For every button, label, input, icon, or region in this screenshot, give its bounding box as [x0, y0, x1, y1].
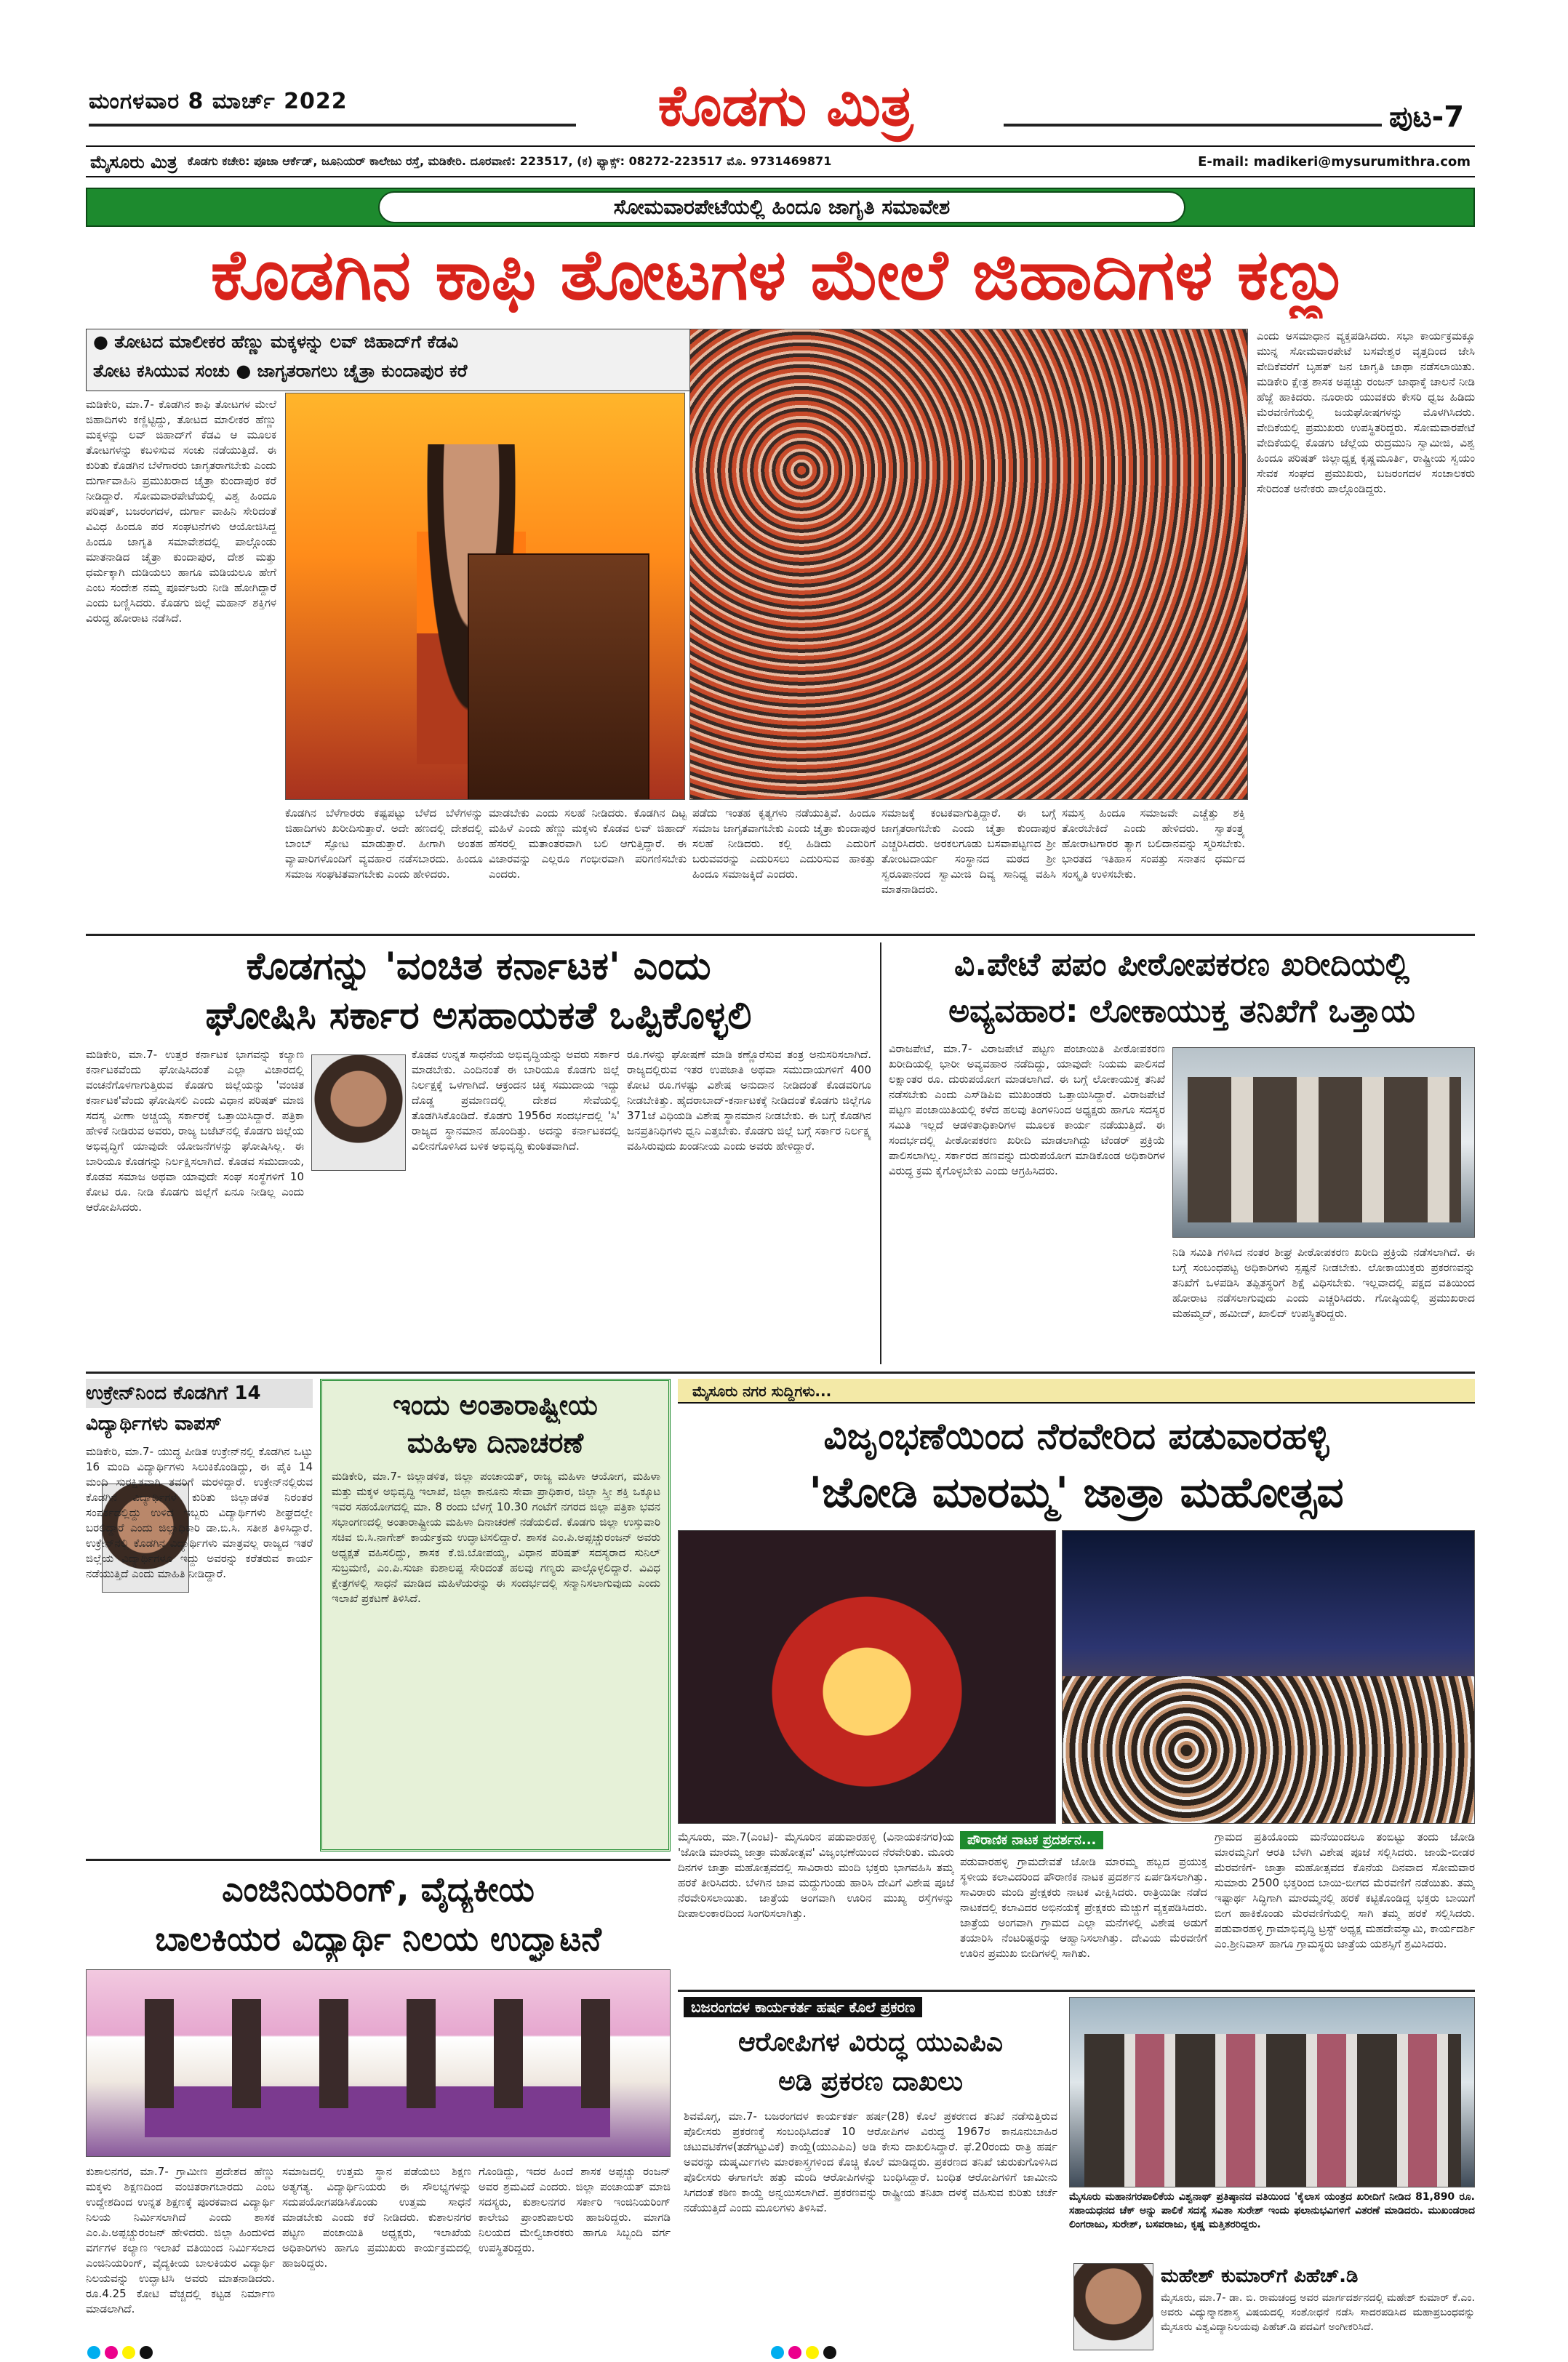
print-mark-yellow: [122, 2346, 135, 2359]
hostel-people: [116, 1999, 639, 2108]
hostel-body-3: ಗೊಂಡಿದ್ದು, ಇದರ ಹಿಂದೆ ಶಾಸಕ ಅಪ್ಪಚ್ಚು ರಂಜನ್ ಅವರ ಶ್ರಮವಿದೆ ಎಂದರು. ಜಿಲ್ಲಾ ಪಂಚಾಯತ್ ಮಾಜಿ ಸದಸ್ಯರು, ಕುಶಾಲನಗರ ಸರ್ಕಾರಿ ಇಂಜಿನಿಯರಿಂಗ್ ಕಾಲೇಜು ಪ್ರಾಂಶುಪಾಲರು ಹಾಜರಿದ್ದರು. ಮಾಗಡಿ ನಿಲಯದ ಮೇಲ್ವಿಚಾರಕರು ಹಾಗೂ ಸಿಬ್ಬಂದಿ ವರ್ಗ ಉಪಸ್ಥಿತರಿದ್ದರು.: [479, 2165, 671, 2254]
print-mark-cyan-2: [771, 2346, 784, 2359]
hostel-body-2: ಸಮಾಜದಲ್ಲಿ ಉತ್ತಮ ಸ್ಥಾನ ಪಡೆಯಲು ಶಿಕ್ಷಣ ಅತ್ಯಗತ್ಯ. ವಿದ್ಯಾರ್ಥಿನಿಯರು ಈ ಸೌಲಭ್ಯಗಳನ್ನು ಸದುಪಯೋಗಪಡಿಸಿಕೊಂಡು ಉತ್ತಮ ಸಾಧನೆ ಮಾಡಬೇಕು ಎಂದು ಕರೆ ನೀಡಿದರು. ಕುಶಾಲನಗರ ಪಟ್ಟಣ ಪಂಚಾಯಿತಿ ಅಧ್ಯಕ್ಷರು, ಇಲಾಖೆಯ ಅಧಿಕಾರಿಗಳು ಹಾಗೂ ಪ್ರಮುಖರು ಕಾರ್ಯಕ್ರಮದಲ್ಲಿ ಹಾಜರಿದ್ದರು.: [282, 2165, 471, 2270]
lead-body-col3: ಮಾಡಬೇಕು ಎಂದು ಸಲಹೆ ನೀಡಿದರು. ಕೊಡಗಿನ ದಿಟ್ಟ ಮಹಿಳೆ ಎಂದು ಹೆಣ್ಣು ಮಕ್ಕಳು ಕೊಡವ ಲವ್ ಜಿಹಾದ್ ಹೆಸರಲ್ಲಿ ಮತಾಂತರವಾಗಿ ಬಲಿ ಆಗುತ್ತಿದ್ದಾರೆ. ಈ ವಿಚಾರವನ್ನು ಎಲ್ಲರೂ ಗಂಭೀರವಾಗಿ ಪರಿಗಣಿಸಬೇಕು ಎಂದರು.: [489, 806, 687, 881]
jatre-headline-2: 'ಜೋಡಿ ಮಾರಮ್ಮ' ಜಾತ್ರಾ ಮಹೋತ್ಸವ: [809, 1468, 1344, 1517]
ukraine-headline-1: ಉಕ್ರೇನ್‌ನಿಂದ ಕೊಡಗಿಗೆ 14: [86, 1379, 313, 1408]
lead-sub-2: ತೋಟ ಕಸಿಯುವ ಸಂಚು ● ಜಾಗೃತರಾಗಲು ಚೈತ್ರಾ ಕುಂದಾಪುರ ಕರೆ: [93, 361, 468, 381]
strip-email[interactable]: E-mail: madikeri@mysurumithra.com: [1198, 153, 1471, 169]
divider-lead: [86, 934, 1475, 936]
story2-body-1: ಮಡಿಕೇರಿ, ಮಾ.7- ಉತ್ತರ ಕರ್ನಾಟಕ ಭಾಗವನ್ನು ಕಲ್ಯಾಣ ಕರ್ನಾಟಕವೆಂದು ಘೋಷಿಸಿದಂತೆ ಎಲ್ಲಾ ವಿಚಾರದಲ್ಲಿ ವಂಚನೆಗೊಳಗಾಗುತ್ತಿರುವ ಕೊಡಗು ಜಿಲ್ಲೆಯನ್ನು 'ವಂಚಿತ ಕರ್ನಾಟಕ'ವೆಂದು ಘೋಷಿಸಲಿ ಎಂದು ವಿಧಾನ ಪರಿಷತ್ ಮಾಜಿ ಸದಸ್ಯ ವೀಣಾ ಅಚ್ಚಯ್ಯ ಸರ್ಕಾರಕ್ಕೆ ಒತ್ತಾಯಿಸಿದ್ದಾರೆ. ಪತ್ರಿಕಾ ಹೇಳಿಕೆ ನೀಡಿರುವ ಅವರು, ರಾಜ್ಯ ಬಜೆಟ್‌ನಲ್ಲಿ ಕೊಡಗು ಜಿಲ್ಲೆಯ ಅಭಿವೃದ್ಧಿಗೆ ಯಾವುದೇ ಯೋಜನೆಗಳನ್ನು ಘೋಷಿಸಿಲ್ಲ. ಈ ಬಾರಿಯೂ ಕೊಡಗನ್ನು ನಿರ್ಲಕ್ಷಿಸಲಾಗಿದೆ. ಕೊಡವ ಸಮುದಾಯ, ಕೊಡವ ಸಮಾಜ ಅಥವಾ ಯಾವುದೇ ಸಂಘ ಸಂಸ್ಥೆಗಳಿಗೆ 10 ಕೋಟಿ ರೂ. ನೀಡಿ ಕೊಡಗು ಜಿಲ್ಲೆಗೆ ಏನೂ ನೀಡಿಲ್ಲ ಎಂದು ಆರೋಪಿಸಿದರು.: [86, 1048, 304, 1214]
lead-sub-1: ● ತೋಟದ ಮಾಲೀಕರ ಹೆಣ್ಣು ಮಕ್ಕಳನ್ನು ಲವ್ ಜಿಹಾದ್‌ಗೆ ಕೆಡವಿ: [93, 332, 458, 352]
masthead-date: ಮಂಗಳವಾರ 8 ಮಾರ್ಚ್ 2022: [89, 89, 348, 114]
ukraine-body: ಮಡಿಕೇರಿ, ಮಾ.7- ಯುದ್ಧ ಪೀಡಿತ ಉಕ್ರೇನ್‌ನಲ್ಲಿ ಕೊಡಗಿನ ಒಟ್ಟು 16 ಮಂದಿ ವಿದ್ಯಾರ್ಥಿಗಳು ಸಿಲುಕಿಕೊಂಡಿದ್ದು, ಈ ಪೈಕಿ 14 ಮಂದಿ ಸುರಕ್ಷಿತವಾಗಿ ತವರಿಗೆ ಮರಳಿದ್ದಾರೆ. ಉಕ್ರೇನ್‌ನಲ್ಲಿರುವ ಕೊಡಗಿನ ವಿದ್ಯಾರ್ಥಿಗಳ ಕುರಿತು ಜಿಲ್ಲಾಡಳಿತ ನಿರಂತರ ಸಂಪರ್ಕದಲ್ಲಿದ್ದು ಉಳಿದ ಇಬ್ಬರು ವಿದ್ಯಾರ್ಥಿಗಳು ಶೀಘ್ರದಲ್ಲೇ ಬರಲಿದ್ದಾರೆ ಎಂದು ಜಿಲ್ಲಾಧಿಕಾರಿ ಡಾ.ಬಿ.ಸಿ. ಸತೀಶ ತಿಳಿಸಿದ್ದಾರೆ. ಉಕ್ರೇನ್‌ನಲ್ಲಿ ಕೊಡಗಿನ ವಿದ್ಯಾರ್ಥಿಗಳು ಮಾತ್ರವಲ್ಲ ರಾಜ್ಯದ ಇತರೆ ಜಿಲ್ಲೆಯ ವಿದ್ಯಾರ್ಥಿಗಳೂ ಇದ್ದು ಅವರನ್ನು ಕರೆತರುವ ಕಾರ್ಯ ನಡೆಯುತ್ತಿದೆ ಎಂದು ಮಾಹಿತಿ ನೀಡಿದ್ದಾರೆ.: [86, 1445, 313, 1580]
strip-address: ಕೊಡಗು ಕಚೇರಿ: ಪೂಜಾ ಆರ್ಕೆಡ್, ಜೂನಿಯರ್ ಕಾಲೇಜು ರಸ್ತೆ, ಮಡಿಕೇರಿ. ದೂರವಾಣಿ: 223517, (ಕ) ಫ್ಯಾಕ್ಸ್: 08272-223517 ಮೊ. 9731469871: [187, 154, 832, 168]
photo-veena: [311, 1054, 406, 1171]
masthead-title: ಕೊಡಗು ಮಿತ್ರ: [657, 73, 913, 139]
divider-mid: [86, 1372, 1475, 1374]
photo-mahesh-kumar: [1073, 2263, 1153, 2350]
photo-press-meet: [1172, 1047, 1475, 1238]
lead-body-col1: ಮಡಿಕೇರಿ, ಮಾ.7- ಕೊಡಗಿನ ಕಾಫಿ ತೋಟಗಳ ಮೇಲೆ ಜಿಹಾದಿಗಳು ಕಣ್ಣಿಟ್ಟಿದ್ದು, ತೋಟದ ಮಾಲೀಕರ ಹೆಣ್ಣು ಮಕ್ಕಳನ್ನು ಲವ್ ಜಿಹಾದ್‌ಗೆ ಕೆಡವಿ ಆ ಮೂಲಕ ತೋಟಗಳನ್ನು ಕಬಳಿಸುವ ಸಂಚು ನಡೆಯುತ್ತಿದೆ. ಈ ಕುರಿತು ಕೊಡಗಿನ ಬೆಳೆಗಾರರು ಜಾಗೃತರಾಗಬೇಕು ಎಂದು ದುರ್ಗಾವಾಹಿನಿ ಪ್ರಮುಖರಾದ ಚೈತ್ರಾ ಕುಂದಾಪುರ ಕರೆ ನೀಡಿದ್ದಾರೆ. ಸೋಮವಾರಪೇಟೆಯಲ್ಲಿ ವಿಶ್ವ ಹಿಂದೂ ಪರಿಷತ್, ಬಜರಂಗದಳ, ದುರ್ಗಾ ವಾಹಿನಿ ಸೇರಿದಂತೆ ವಿವಿಧ ಹಿಂದೂ ಪರ ಸಂಘಟನೆಗಳು ಆಯೋಜಿಸಿದ್ದ ಹಿಂದೂ ಜಾಗೃತಿ ಸಮಾವೇಶದಲ್ಲಿ ಪಾಲ್ಗೊಂಡು ಮಾತನಾಡಿದ ಚೈತ್ರಾ ಕುಂದಾಪುರ, ದೇಶ ಮತ್ತು ಧರ್ಮಕ್ಕಾಗಿ ದುಡಿಯಲು ಹಾಗೂ ಮಡಿಯಲೂ ಹೇಗೆ ಎಂಬ ಸಂದೇಶ ನಮ್ಮ ಪೂರ್ವಜರು ನೀಡಿ ಹೋಗಿದ್ದಾರೆ ಎಂದು ಬಣ್ಣಿಸಿದರು. ಕೊಡಗು ಜಿಲ್ಲೆ ಮಹಾನ್ ಶಕ್ತಿಗಳ ವಿರುದ್ಧ ಹೋರಾಟ ನಡೆಸಿದೆ.: [86, 398, 276, 625]
lead-body-right: ಎಂದು ಅಸಮಾಧಾನ ವ್ಯಕ್ತಪಡಿಸಿದರು. ಸಭಾ ಕಾರ್ಯಕ್ರಮಕ್ಕೂ ಮುನ್ನ ಸೋಮವಾರಪೇಟೆ ಬಸವೇಶ್ವರ ವೃತ್ತದಿಂದ ಜೇಸಿ ವೇದಿಕೆವರೆಗೆ ಬೃಹತ್ ಜನ ಜಾಗೃತಿ ಜಾಥಾ ನಡೆಸಲಾಯಿತು. ಮಡಿಕೇರಿ ಕ್ಷೇತ್ರ ಶಾಸಕ ಅಪ್ಪಚ್ಚು ರಂಜನ್ ಜಾಥಾಕ್ಕೆ ಚಾಲನೆ ನೀಡಿ ಹೆಜ್ಜೆ ಹಾಕಿದರು. ನೂರಾರು ಯುವಕರು ಕೇಸರಿ ಧ್ವಜ ಹಿಡಿದು ಮೆರವಣಿಗೆಯಲ್ಲಿ ಜಯಘೋಷಗಳನ್ನು ಮೊಳಗಿಸಿದರು. ವೇದಿಕೆಯಲ್ಲಿ ಪ್ರಮುಖರು ಉಪಸ್ಥಿತರಿದ್ದರು. ಸೋಮವಾರಪೇಟೆ ವೇದಿಕೆಯಲ್ಲಿ ಕೊಡಗು ಜೆಲ್ಲೆಯ ರುದ್ರಮುನಿ ಸ್ವಾಮೀಜಿ, ವಿಶ್ವ ಹಿಂದೂ ಪರಿಷತ್ ಜಿಲ್ಲಾಧ್ಯಕ್ಷ ಕೃಷ್ಣಮೂರ್ತಿ, ರಾಷ್ಟ್ರೀಯ ಸ್ವಯಂ ಸೇವಕ ಸಂಘದ ಪ್ರಮುಖರು, ಬಜರಂಗದಳ ಸಂಚಾಲಕರು ಸೇರಿದಂತೆ ಅನೇಕರು ಪಾಲ್ಗೊಂಡಿದ್ದರು.: [1257, 329, 1475, 495]
story3-headline-2: ಅವ್ಯವಹಾರ: ಲೋಕಾಯುಕ್ತ ತನಿಖೆಗೆ ಒತ್ತಾಯ: [948, 993, 1415, 1030]
bajrang-headline-2: ಅಡಿ ಪ್ರಕರಣ ದಾಖಲು: [778, 2067, 963, 2097]
story2-headline-2: ಘೋಷಿಸಿ ಸರ್ಕಾರ ಅಸಹಾಯಕತೆ ಒಪ್ಪಿಕೊಳ್ಳಲಿ: [205, 994, 752, 1038]
strip-brand: ಮೈಸೂರು ಮಿತ್ರ: [90, 151, 177, 172]
story2-body-2: ಕೊಡವ ಉನ್ನತ ಸಾಧನೆಯ ಅಭಿವೃದ್ಧಿಯನ್ನು ಅವರು ಸರ್ಕಾರ ಮಾಡಬೇಕು. ಎಂದಿನಂತೆ ಈ ಬಾರಿಯೂ ಕೊಡಗು ಜಿಲ್ಲೆ ನಿರ್ಲಕ್ಷಕ್ಕೆ ಒಳಗಾಗಿದೆ. ಆಕ್ರಂದನ ಚಿಕ್ಕ ಸಮುದಾಯ ಇದ್ದು ದೊಡ್ಡ ಪ್ರಮಾಣದಲ್ಲಿ ದೇಶದ ಸೇವೆಯಲ್ಲಿ ತೊಡಗಿಸಿಕೊಂಡಿದೆ. ಕೊಡಗು 1956ರ ಸಂದರ್ಭದಲ್ಲಿ 'ಸಿ' ರಾಜ್ಯದ ಸ್ಥಾನಮಾನ ಹೊಂದಿತ್ತು. ಅದನ್ನು ಕರ್ನಾಟಕದಲ್ಲಿ ವಿಲೀನಗೊಳಿಸಿದ ಬಳಿಕ ಅಭಿವೃದ್ಧಿ ಕುಂಠಿತವಾಗಿದೆ.: [412, 1048, 620, 1153]
jatre-body-2: ಪಡುವಾರಹಳ್ಳಿ ಗ್ರಾಮದೇವತೆ ಜೋಡಿ ಮಾರಮ್ಮ ಹಬ್ಬದ ಪ್ರಯುಕ್ತ ಸ್ಥಳೀಯ ಕಲಾವಿದರಿಂದ ಪೌರಾಣಿಕ ನಾಟಕ ಪ್ರದರ್ಶನ ಏರ್ಪಡಿಸಲಾಗಿತ್ತು. ಸಾವಿರಾರು ಮಂದಿ ಪ್ರೇಕ್ಷಕರು ನಾಟಕ ವೀಕ್ಷಿಸಿದರು. ರಾತ್ರಿಯಿಡೀ ನಡೆದ ನಾಟಕದಲ್ಲಿ ಕಲಾವಿದರ ಅಭಿನಯಕ್ಕೆ ಪ್ರೇಕ್ಷಕರು ಮೆಚ್ಚುಗೆ ವ್ಯಕ್ತಪಡಿಸಿದರು. ಜಾತ್ರೆಯ ಅಂಗವಾಗಿ ಗ್ರಾಮದ ಎಲ್ಲಾ ಮನೆಗಳಲ್ಲಿ ವಿಶೇಷ ಅಡುಗೆ ತಯಾರಿಸಿ ನೆಂಟರಿಷ್ಟರನ್ನು ಆಹ್ವಾನಿಸಲಾಗಿತ್ತು. ದೇವಿಯ ಮೆರವಣಿಗೆ ಊರಿನ ಪ್ರಮುಖ ಬೀದಿಗಳಲ್ಲಿ ಸಾಗಿತು.: [960, 1855, 1207, 1960]
story3-body-1: ವಿರಾಜಪೇಟೆ, ಮಾ.7- ವಿರಾಜಪೇಟೆ ಪಟ್ಟಣ ಪಂಚಾಯಿತಿ ಪೀಠೋಪಕರಣ ಖರೀದಿಯಲ್ಲಿ ಭಾರೀ ಅವ್ಯವಹಾರ ನಡೆದಿದ್ದು, ಯಾವುದೇ ನಿಯಮ ಪಾಲಿಸದೆ ಲಕ್ಷಾಂತರ ರೂ. ದುರುಪಯೋಗ ಮಾಡಲಾಗಿದೆ. ಈ ಬಗ್ಗೆ ಲೋಕಾಯುಕ್ತ ತನಿಖೆ ನಡೆಸಬೇಕು ಎಂದು ಎಸ್‌ಡಿಪಿಐ ಮುಖಂಡರು ಒತ್ತಾಯಿಸಿದ್ದಾರೆ. ವಿರಾಜಪೇಟೆ ಪಟ್ಟಣ ಪಂಚಾಯಿತಿಯಲ್ಲಿ ಕಳೆದ ಹಲವು ತಿಂಗಳಿನಿಂದ ಅಧ್ಯಕ್ಷರು ಹಾಗೂ ಸದಸ್ಯರ ಸಮಿತಿ ಇಲ್ಲದೆ ಆಡಳಿತಾಧಿಕಾರಿಗಳ ಮೂಲಕ ಕಾರ್ಯ ನಡೆಯುತ್ತಿದೆ. ಈ ಸಂದರ್ಭದಲ್ಲಿ ಪೀಠೋಪಕರಣ ಖರೀದಿ ಮಾಡಲಾಗಿದ್ದು ಟೆಂಡರ್ ಪ್ರಕ್ರಿಯೆ ಪಾಲಿಸಲಾಗಿಲ್ಲ. ಸರ್ಕಾರದ ಹಣವನ್ನು ದುರುಪಯೋಗ ಮಾಡಿಕೊಂಡ ಅಧಿಕಾರಿಗಳ ವಿರುದ್ಧ ಕ್ರಮ ಕೈಗೊಳ್ಳಬೇಕು ಎಂದು ಆಗ್ರಹಿಸಿದರು.: [889, 1042, 1165, 1177]
hostel-headline-1: ಎಂಜಿನಿಯರಿಂಗ್, ವೈದ್ಯಕೀಯ: [222, 1870, 535, 1909]
hostel-body-1: ಕುಶಾಲನಗರ, ಮಾ.7- ಗ್ರಾಮೀಣ ಪ್ರದೇಶದ ಹೆಣ್ಣು ಮಕ್ಕಳು ಶಿಕ್ಷಣದಿಂದ ವಂಚಿತರಾಗಬಾರದು ಎಂಬ ಉದ್ದೇಶದಿಂದ ಉನ್ನತ ಶಿಕ್ಷಣಕ್ಕೆ ಪೂರಕವಾದ ವಿದ್ಯಾರ್ಥಿ ನಿಲಯ ನಿರ್ಮಿಸಲಾಗಿದೆ ಎಂದು ಶಾಸಕ ಎಂ.ಪಿ.ಅಪ್ಪಚ್ಚುರಂಜನ್ ಹೇಳಿದರು. ಜಿಲ್ಲಾ ಹಿಂದುಳಿದ ವರ್ಗಗಳ ಕಲ್ಯಾಣ ಇಲಾಖೆ ವತಿಯಿಂದ ನಿರ್ಮಿಸಲಾದ ಎಂಜಿನಿಯರಿಂಗ್, ವೈದ್ಯಕೀಯ ಬಾಲಕಿಯರ ವಿದ್ಯಾರ್ಥಿ ನಿಲಯವನ್ನು ಉದ್ಘಾಟಿಸಿ ಅವರು ಮಾತನಾಡಿದರು. ರೂ.4.25 ಕೋಟಿ ವೆಚ್ಚದಲ್ಲಿ ಕಟ್ಟಡ ನಿರ್ಮಾಣ ಮಾಡಲಾಗಿದೆ.: [86, 2165, 275, 2315]
photo-jatre-procession: [1062, 1530, 1475, 1824]
story2-headline-1: ಕೊಡಗನ್ನು 'ವಂಚಿತ ಕರ್ನಾಟಕ' ಎಂದು: [246, 945, 711, 988]
photo-speaker: [285, 393, 685, 800]
procession-crowd: [1063, 1676, 1475, 1824]
lead-kicker: [378, 191, 1185, 223]
lead-body-col2: ಕೊಡಗಿನ ಬೆಳೆಗಾರರು ಕಷ್ಟಪಟ್ಟು ಬೆಳೆದ ಬೆಳೆಗಳನ್ನು ಜಿಹಾದಿಗಳು ಖರೀದಿಸುತ್ತಾರೆ. ಅದೇ ಹಣದಲ್ಲಿ ದೇಶದಲ್ಲಿ ಬಾಂಬ್ ಸ್ಫೋಟ ಮಾಡುತ್ತಾರೆ. ಹೀಗಾಗಿ ಅಂತಹ ವ್ಯಾಪಾರಿಗಳೊಂದಿಗೆ ವ್ಯವಹಾರ ನಡೆಸಬಾರದು. ಹಿಂದೂ ಸಮಾಜ ಸಂಘಟಿತವಾಗಬೇಕು ಎಂದು ಹೇಳಿದರು.: [285, 806, 483, 881]
podium: [468, 553, 649, 800]
photo-crowd: [689, 329, 1248, 800]
phd-headline: ಮಹೇಶ್ ಕುಮಾರ್‌ಗೆ ಪಿಹೆಚ್.ಡಿ: [1161, 2265, 1359, 2287]
divider-right-mid: [678, 1990, 1475, 1992]
jatre-body-1: ಮೈಸೂರು, ಮಾ.7(ಎಂಟಿ)- ಮೈಸೂರಿನ ಪಡುವಾರಹಳ್ಳಿ (ವಿನಾಯಕನಗರ)ಯ 'ಜೋಡಿ ಮಾರಮ್ಮ ಜಾತ್ರಾ ಮಹೋತ್ಸವ' ವಿಜೃಂಭಣೆಯಿಂದ ನೆರವೇರಿತು. ಮೂರು ದಿನಗಳ ಜಾತ್ರಾ ಮಹೋತ್ಸವದಲ್ಲಿ ಸಾವಿರಾರು ಮಂದಿ ಭಕ್ತರು ಭಾಗವಹಿಸಿ ತಮ್ಮ ಹರಕೆ ತೀರಿಸಿದರು. ಬೆಳಗಿನ ಜಾವ ಮದ್ದುಗುಂಡು ಹಾರಿಸಿ ದೇವಿಗೆ ವಿಶೇಷ ಪೂಜೆ ನೆರವೇರಿಸಲಾಯಿತು. ಜಾತ್ರೆಯ ಅಂಗವಾಗಿ ಊರಿನ ಮುಖ್ಯ ರಸ್ತೆಗಳನ್ನು ದೀಪಾಲಂಕಾರದಿಂದ ಸಿಂಗರಿಸಲಾಗಿತ್ತು.: [678, 1830, 954, 1920]
ukraine-headline-2: ವಿದ್ಯಾರ್ಥಿಗಳು ವಾಪಸ್: [86, 1413, 222, 1435]
mysuru-strip-text: ಮೈಸೂರು ನಗರ ಸುದ್ದಿಗಳು...: [692, 1382, 832, 1400]
print-mark-cyan: [87, 2346, 100, 2359]
divider-story2-story3: [880, 942, 881, 1364]
donation-caption: ಮೈಸೂರು ಮಹಾನಗರಪಾಲಿಕೆಯ ವಿಶ್ವನಾಥ್ ಪ್ರತಿಷ್ಠಾನದ ವತಿಯಿಂದ 'ಕೈಲಾಸ ಯಂತ್ರದ ಖರೀದಿಗೆ ನೀಡಿದ 81,890 ರೂ. ಸಹಾಯಧನದ ಚೆಕ್ ಅನ್ನು ಪಾಲಿಕೆ ಸದಸ್ಯೆ ಸವಿತಾ ಸುರೇಶ್ ಇಂದು ಫಲಾನುಭವಿಗಳಿಗೆ ವಿತರಣೆ ಮಾಡಿದರು. ಮುಖಂಡರಾದ ಲಿಂಗರಾಜು, ಸುರೇಶ್, ಬಸವರಾಜು, ಕೃಷ್ಣ ಮತ್ತಿತರರಿದ್ದರು.: [1069, 2191, 1475, 2230]
phd-body: ಮೈಸೂರು, ಮಾ.7- ಡಾ. ಬಿ. ರಾಮಚಂದ್ರ ಅವರ ಮಾರ್ಗದರ್ಶನದಲ್ಲಿ ಮಹೇಶ್ ಕುಮಾರ್ ಕೆ.ಎಂ. ಅವರು ವಿದ್ಯುನ್ಮಾನಶಾಸ್ತ್ರ ವಿಷಯದಲ್ಲಿ ಸಂಶೋಧನೆ ನಡೆಸಿ ಸಾದರಪಡಿಸಿದ ಮಹಾಪ್ರಬಂಧವನ್ನು ಮೈಸೂರು ವಿಶ್ವವಿದ್ಯಾನಿಲಯವು ಪಿಹೆಚ್.ಡಿ ಪದವಿಗೆ ಅಂಗೀಕರಿಸಿದೆ.: [1161, 2292, 1475, 2333]
photo-donation: [1069, 1997, 1475, 2187]
page-number: ಪುಟ-7: [1389, 100, 1465, 134]
mysuru-strip: [678, 1379, 1475, 1404]
lead-headline: ಕೊಡಗಿನ ಕಾಫಿ ತೋಟಗಳ ಮೇಲೆ ಜಿಹಾದಿಗಳ ಕಣ್ಣು: [210, 233, 1351, 316]
bajrang-body: ಶಿವಮೊಗ್ಗ, ಮಾ.7- ಬಜರಂಗದಳ ಕಾರ್ಯಕರ್ತ ಹರ್ಷ(28) ಕೊಲೆ ಪ್ರಕರಣದ ತನಿಖೆ ನಡೆಸುತ್ತಿರುವ ಪೊಲೀಸರು ಪ್ರಕರಣಕ್ಕೆ ಸಂಬಂಧಿಸಿದಂತೆ 10 ಆರೋಪಿಗಳ ವಿರುದ್ಧ 1967ರ ಕಾನೂನುಬಾಹಿರ ಚಟುವಟಿಕೆಗಳ(ತಡೆಗಟ್ಟುವಿಕೆ) ಕಾಯ್ದೆ(ಯುಎಪಿಎ) ಅಡಿ ಕೇಸು ದಾಖಲಿಸಿದ್ದಾರೆ. ಫೆ.20ರಂದು ರಾತ್ರಿ ಹರ್ಷ ಅವರನ್ನು ದುಷ್ಕರ್ಮಿಗಳು ಮಾರಕಾಸ್ತ್ರಗಳಿಂದ ಕೊಚ್ಚಿ ಕೊಲೆ ಮಾಡಿದ್ದರು. ಪ್ರಕರಣದ ತನಿಖೆ ಚುರುಕುಗೊಳಿಸಿದ ಪೊಲೀಸರು ಈಗಾಗಲೇ ಹತ್ತು ಮಂದಿ ಆರೋಪಿಗಳನ್ನು ಬಂಧಿಸಿದ್ದಾರೆ. ಬಂಧಿತ ಆರೋಪಿಗಳಿಗೆ ಜಾಮೀನು ಸಿಗದಂತೆ ಕಠಿಣ ಕಾಯ್ದೆ ಅನ್ವಯಿಸಲಾಗಿದೆ. ಪ್ರಕರಣವನ್ನು ರಾಷ್ಟ್ರೀಯ ತನಿಖಾ ದಳಕ್ಕೆ ವಹಿಸುವ ಕುರಿತು ಚರ್ಚೆ ನಡೆಯುತ್ತಿದೆ ಎಂದು ಮೂಲಗಳು ತಿಳಿಸಿವೆ.: [684, 2110, 1057, 2214]
print-mark-black-2: [823, 2346, 836, 2359]
masthead-rule-right: [1004, 124, 1382, 127]
womens-day-body: ಮಡಿಕೇರಿ, ಮಾ.7- ಜಿಲ್ಲಾಡಳಿತ, ಜಿಲ್ಲಾ ಪಂಚಾಯತ್, ರಾಜ್ಯ ಮಹಿಳಾ ಆಯೋಗ, ಮಹಿಳಾ ಮತ್ತು ಮಕ್ಕಳ ಅಭಿವೃದ್ಧಿ ಇಲಾಖೆ, ಜಿಲ್ಲಾ ಕಾನೂನು ಸೇವಾ ಪ್ರಾಧಿಕಾರ, ಜಿಲ್ಲಾ ಸ್ತ್ರೀ ಶಕ್ತಿ ಒಕ್ಕೂಟ ಇವರ ಸಹಯೋಗದಲ್ಲಿ ಮಾ. 8 ರಂದು ಬೆಳಗ್ಗೆ 10.30 ಗಂಟೆಗೆ ನಗರದ ಜಿಲ್ಲಾ ಪತ್ರಿಕಾ ಭವನ ಸಭಾಂಗಣದಲ್ಲಿ ಅಂತಾರಾಷ್ಟ್ರೀಯ ಮಹಿಳಾ ದಿನಾಚರಣೆ ನಡೆಯಲಿದೆ. ಕೊಡಗು ಜಿಲ್ಲಾ ಉಸ್ತುವಾರಿ ಸಚಿವ ಬಿ.ಸಿ.ನಾಗೇಶ್ ಕಾರ್ಯಕ್ರಮ ಉದ್ಘಾಟಿಸಲಿದ್ದಾರೆ. ಶಾಸಕ ಎಂ.ಪಿ.ಅಪ್ಪಚ್ಚುರಂಜನ್ ಅವರು ಅಧ್ಯಕ್ಷತೆ ವಹಿಸಲಿದ್ದು, ಶಾಸಕ ಕೆ.ಜಿ.ಬೋಪಯ್ಯ, ವಿಧಾನ ಪರಿಷತ್ ಸದಸ್ಯರಾದ ಸುನಿಲ್ ಸುಬ್ರಮಣಿ, ಎಂ.ಪಿ.ಸುಜಾ ಕುಶಾಲಪ್ಪ ಸೇರಿದಂತೆ ಹಲವು ಗಣ್ಯರು ಪಾಲ್ಗೊಳ್ಳಲಿದ್ದಾರೆ. ವಿವಿಧ ಕ್ಷೇತ್ರಗಳಲ್ಲಿ ಸಾಧನೆ ಮಾಡಿದ ಮಹಿಳೆಯರನ್ನು ಈ ಸಂದರ್ಭದಲ್ಲಿ ಸನ್ಮಾನಿಸಲಾಗುವುದು ಎಂದು ಇಲಾಖೆ ಪ್ರಕಟಣೆ ತಿಳಿಸಿದೆ.: [332, 1470, 660, 1605]
lead-body-col5: ಸಮಾಜಕ್ಕೆ ಕಂಟಕವಾಗುತ್ತಿದ್ದಾರೆ. ಈ ಬಗ್ಗೆ ಜಾಗೃತರಾಗಬೇಕು ಎಂದು ಚೈತ್ರಾ ಕುಂದಾಪುರ ಎಚ್ಚರಿಸಿದರು. ಅರಕಲಗೂಡು ಬಸವಾಪಟ್ಟಣದ ಶ್ರೀ ತೋಂಟದಾರ್ಯ ಸಂಸ್ಥಾನದ ಮಠದ ಶ್ರೀ ಸ್ವರೂಪಾನಂದ ಸ್ವಾಮೀಜಿ ದಿವ್ಯ ಸಾನಿಧ್ಯ ವಹಿಸಿ ಮಾತನಾಡಿದರು.: [881, 806, 1056, 896]
masthead-strip: [86, 145, 1475, 177]
lead-body-col6: ಸಮಸ್ತ ಹಿಂದೂ ಸಮಾಜವೇ ಎಚ್ಚೆತ್ತು ಶಕ್ತಿ ತೋರಬೇಕಿದೆ ಎಂದು ಹೇಳಿದರು. ಸ್ವಾತಂತ್ರ್ಯ ಹೋರಾಟಗಾರರ ತ್ಯಾಗ ಬಲಿದಾನವನ್ನು ಸ್ಮರಿಸಬೇಕು. ಭಾರತದ ಇತಿಹಾಸ ಸಂಪತ್ತು ಸನಾತನ ಧರ್ಮದ ಸಂಸ್ಕೃತಿ ಉಳಿಸಬೇಕು.: [1062, 806, 1245, 881]
print-mark-black: [140, 2346, 153, 2359]
print-mark-yellow-2: [806, 2346, 819, 2359]
womens-day-headline-1: ಇಂದು ಅಂತಾರಾಷ್ಟ್ರೀಯ: [393, 1389, 598, 1421]
divider-left-mid: [86, 1859, 671, 1861]
bajrang-headline-1: ಆರೋಪಿಗಳ ವಿರುದ್ಧ ಯುಎಪಿಎ: [738, 2027, 1003, 2057]
jatre-body-3: ಗ್ರಾಮದ ಪ್ರತಿಯೊಂದು ಮನೆಯಿಂದಲೂ ತಂಬಿಟ್ಟು ತಂದು ಜೋಡಿ ಮಾರಮ್ಮನಿಗೆ ಆರತಿ ಬೆಳಗಿ ವಿಶೇಷ ಪೂಜೆ ಸಲ್ಲಿಸಿದರು. ಜಾಯೆ-ಬೀಡರ ಮೆರವಣಿಗೆ- ಜಾತ್ರಾ ಮಹೋತ್ಸವದ ಕೊನೆಯ ದಿನವಾದ ಸೋಮವಾರ ಸುಮಾರು 2500 ಭಕ್ತರಿಂದ ಬಾಯಿ-ಬೀಗದ ಮೆರವಣಿಗೆ ನಡೆಯಿತು. ತಮ್ಮ ಇಷ್ಟಾರ್ಥ ಸಿದ್ಧಿಗಾಗಿ ಮಾರಮ್ಮನಲ್ಲಿ ಹರಕೆ ಕಟ್ಟಿಕೊಂಡಿದ್ದ ಭಕ್ತರು ಬಾಯಿಗೆ ಬೀಗ ಹಾಕಿಕೊಂಡು ಮೆರವಣಿಗೆಯಲ್ಲಿ ಸಾಗಿ ತಮ್ಮ ಹರಕೆ ಸಲ್ಲಿಸಿದರು. ಪಡುವಾರಹಳ್ಳಿ ಗ್ರಾಮಾಭಿವೃದ್ಧಿ ಟ್ರಸ್ಟ್ ಅಧ್ಯಕ್ಷ ಮಹದೇವಸ್ವಾಮಿ, ಕಾರ್ಯದರ್ಶಿ ಎಂ.ಶ್ರೀನಿವಾಸ್ ಹಾಗೂ ಗ್ರಾಮಸ್ಥರು ಜಾತ್ರೆಯ ಯಶಸ್ಸಿಗೆ ಶ್ರಮಿಸಿದರು.: [1215, 1830, 1475, 1950]
print-mark-magenta-2: [788, 2346, 801, 2359]
story3-headline-1: ವಿ.ಪೇಟೆ ಪಪಂ ಪೀಠೋಪಕರಣ ಖರೀದಿಯಲ್ಲಿ: [953, 946, 1410, 983]
story3-body-2: ನಿಡಿ ಸಮಿತಿ ಗಳಿಸಿದ ನಂತರ ಶೀಘ್ರ ಪೀಠೋಪಕರಣ ಖರೀದಿ ಪ್ರಕ್ರಿಯೆ ನಡೆಸಲಾಗಿದೆ. ಈ ಬಗ್ಗೆ ಸಂಬಂಧಪಟ್ಟ ಅಧಿಕಾರಿಗಳು ಸ್ಪಷ್ಟನೆ ನೀಡಬೇಕು. ಲೋಕಾಯುಕ್ತರು ಪ್ರಕರಣವನ್ನು ತನಿಖೆಗೆ ಒಳಪಡಿಸಿ ತಪ್ಪಿತಸ್ಥರಿಗೆ ಶಿಕ್ಷೆ ವಿಧಿಸಬೇಕು. ಇಲ್ಲವಾದಲ್ಲಿ ಪಕ್ಷದ ವತಿಯಿಂದ ಹೋರಾಟ ನಡೆಸಲಾಗುವುದು ಎಂದು ಎಚ್ಚರಿಸಿದರು. ಗೋಷ್ಠಿಯಲ್ಲಿ ಪ್ರಮುಖರಾದ ಮಹಮ್ಮದ್, ಹಮೀದ್, ಖಾಲಿದ್ ಉಪಸ್ಥಿತರಿದ್ದರು.: [1172, 1246, 1475, 1320]
bajrang-tag: ಬಜರಂಗದಳ ಕಾರ್ಯಕರ್ತ ಹರ್ಷ ಕೊಲೆ ಪ್ರಕರಣ: [684, 1997, 922, 2017]
story2-body-3: ರೂ.ಗಳನ್ನು ಘೋಷಣೆ ಮಾಡಿ ಕಣ್ಣೊರೆಸುವ ತಂತ್ರ ಅನುಸರಿಸಲಾಗಿದೆ. ರಾಜ್ಯದಲ್ಲಿರುವ ಇತರ ಉಪಜಾತಿ ಅಥವಾ ಸಮುದಾಯಗಳಿಗೆ 400 ಕೋಟಿ ರೂ.ಗಳಷ್ಟು ವಿಶೇಷ ಅನುದಾನ ನೀಡಿದಂತೆ ಕೊಡವರಿಗೂ ನೀಡಬೇಕಿತ್ತು. ಹೈದರಾಬಾದ್-ಕರ್ನಾಟಕಕ್ಕೆ ನೀಡಿದಂತೆ ಕೊಡಗು ಜಿಲ್ಲೆಗೂ 371ಜೆ ವಿಧಿಯಡಿ ವಿಶೇಷ ಸ್ಥಾನಮಾನ ನೀಡಬೇಕು. ಈ ಬಗ್ಗೆ ಕೊಡಗಿನ ಜನಪ್ರತಿನಿಧಿಗಳು ಧ್ವನಿ ಎತ್ತಬೇಕು. ಕೊಡಗು ಜಿಲ್ಲೆ ಬಗ್ಗೆ ಸರ್ಕಾರ ನಿರ್ಲಕ್ಷ್ಯ ವಹಿಸಿರುವುದು ಖಂಡನೀಯ ಎಂದು ಅವರು ಹೇಳಿದ್ದಾರೆ.: [627, 1048, 871, 1153]
jatre-headline-1: ವಿಜೃಂಭಣೆಯಿಂದ ನೆರವೇರಿದ ಪಡುವಾರಹಳ್ಳಿ: [823, 1415, 1329, 1457]
lead-kicker-text: ಸೋಮವಾರಪೇಟೆಯಲ್ಲಿ ಹಿಂದೂ ಜಾಗೃತಿ ಸಮಾವೇಶ: [613, 195, 951, 219]
womens-day-headline-2: ಮಹಿಳಾ ದಿನಾಚರಣೆ: [407, 1427, 584, 1459]
masthead-rule-left: [89, 124, 576, 127]
jatre-drama-label: ಪೌರಾಣಿಕ ನಾಟಕ ಪ್ರದರ್ಶನ...: [960, 1831, 1103, 1849]
donation-people: [1084, 2034, 1461, 2187]
press-people: [1188, 1077, 1461, 1222]
photo-jodi-maramma: [678, 1530, 1056, 1824]
lead-body-col4: ಪಡೆದು ಇಂತಹ ಕೃತ್ಯಗಳು ನಡೆಯುತ್ತಿವೆ. ಹಿಂದೂ ಸಮಾಜ ಜಾಗೃತವಾಗಬೇಕು ಎಂದು ಚೈತ್ರಾ ಕುಂದಾಪುರ ಸಲಹೆ ನೀಡಿದರು. ಕಲ್ಲಿ ಹಿಡಿದು ಎದುರಿಗೆ ಬರುವವರನ್ನು ಎದುರಿಸಲು ಎದುರಿಸುವ ಹಾಕತ್ತು ಹಿಂದೂ ಸಮಾಜಕ್ಕಿದೆ ಎಂದರು.: [692, 806, 876, 881]
photo-hostel-inauguration: [86, 1969, 671, 2157]
hostel-headline-2: ಬಾಲಕಿಯರ ವಿದ್ಯಾರ್ಥಿ ನಿಲಯ ಉದ್ಘಾಟನೆ: [155, 1919, 601, 1958]
print-mark-magenta: [105, 2346, 118, 2359]
